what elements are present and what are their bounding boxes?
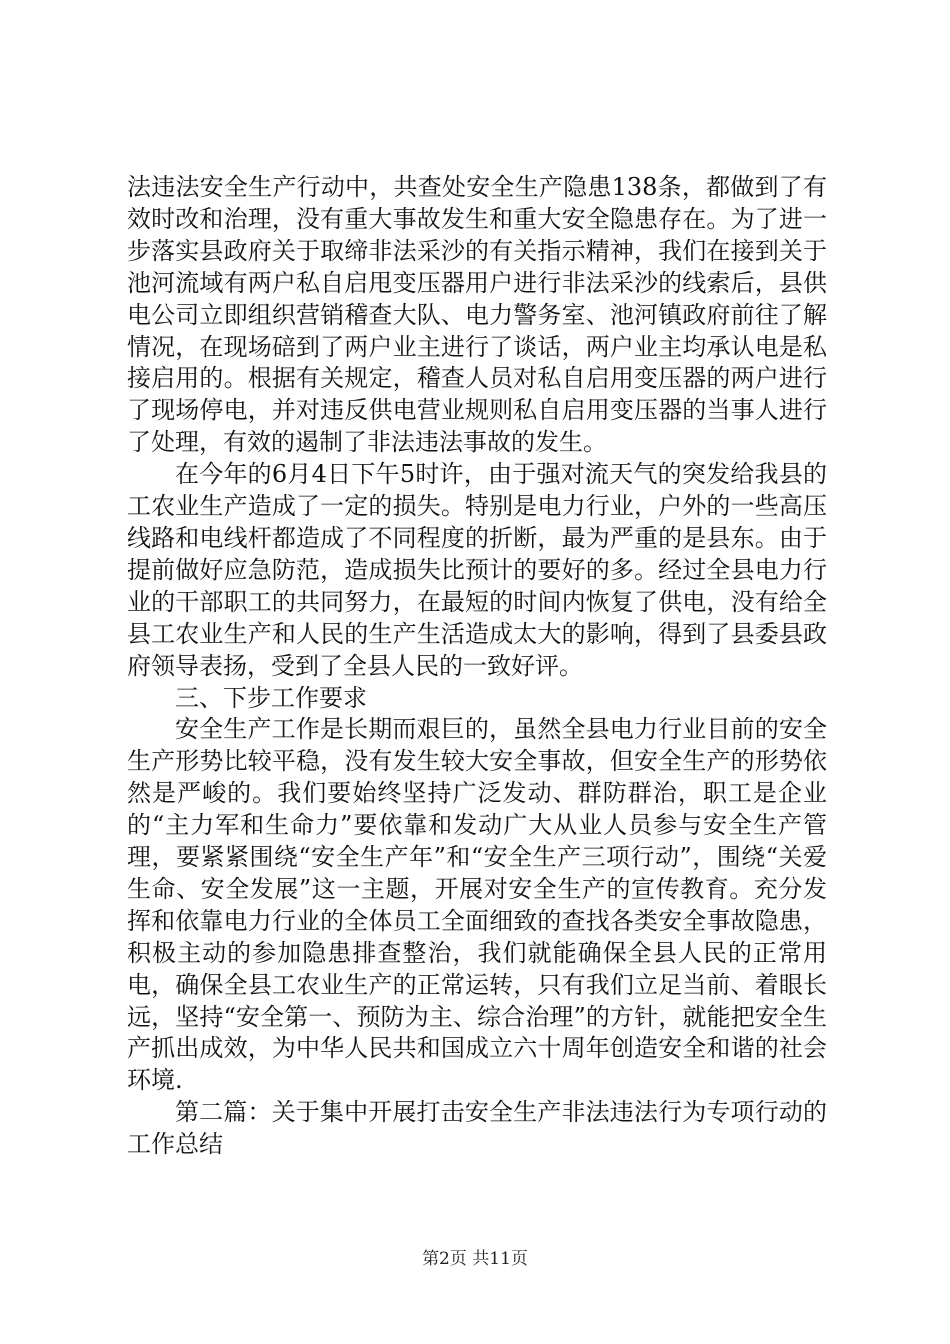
paragraph-continued: 法违法安全生产行动中，共查处安全生产隐患138条，都做到了有效时改和治理，没有重大事故发生和重大安全隐患存在。为了进一步落实县政府关于取缔非法采沙的有关指示精神，我们在接到关于池河流域有两户私自启甩变压器用户进行非法采沙的线索后，县供电公司立即组织营销稽查大队、电力警务室、池河镇政府前往了解情况，在现场碚到了两户业主进行了谈话，两户业主均承认电是私接启用的。根据有关规定，稽查人员对私自启用变压器的两户进行了现场停电，并对违反供电营业规则私自启用变压器的当事人进行了处理，有效的遏制了非法违法事故的发生。	[127, 173, 827, 457]
chapter-title-second: 第二篇：关于集中开展打击安全生产非法违法行为专项行动的工作总结	[127, 1098, 827, 1159]
paragraph-storm-report: 在今年的6月4日下午5时许，由于强对流天气的突发给我县的工农业生产造成了一定的损失。特别是电力行业，户外的一些高压线路和电线杆都造成了不同程度的折断，最为严重的是县东。由于提前做好应急防范，造成损失比预计的要好的多。经过全县电力行业的干部职工的共同努力，在最短的时间内恢复了供电，没有给全县工农业生产和人民的生产生活造成太大的影响，得到了县委县政府领导表扬，受到了全县人民的一致好评。	[127, 460, 827, 680]
paragraph-work-requirements: 安全生产工作是长期而艰巨的，虽然全县电力行业目前的安全生产形势比较平稳，没有发生较大安全事故，但安全生产的形势依然是严峻的。我们要始终坚持广泛发动、群防群治，职工是企业的“主力军和生命力”要依靠和发动广大从业人员参与安全生产管理，要紧紧围绕“安全生产年”和“安全生产三项行动”，围绕“关爱生命、安全发展”这一主题，开展对安全生产的宣传教育。充分发挥和依靠电力行业的全体员工全面细致的查找各类安全事故隐患，积极主动的参加隐患排查整治，我们就能确保全县人民的正常用电，确保全县工农业生产的正常运转，只有我们立足当前、着眼长远，坚持“安全第一、预防为主、综合治理”的方针，就能把安全生产抓出成效，为中华人民共和国成立六十周年创造安全和谐的社会环境.	[127, 715, 827, 1095]
page-number-footer: 第2页 共11页	[422, 1249, 528, 1269]
section-heading-next-steps: 三、下步工作要求	[175, 683, 367, 712]
document-body	[127, 172, 827, 1161]
